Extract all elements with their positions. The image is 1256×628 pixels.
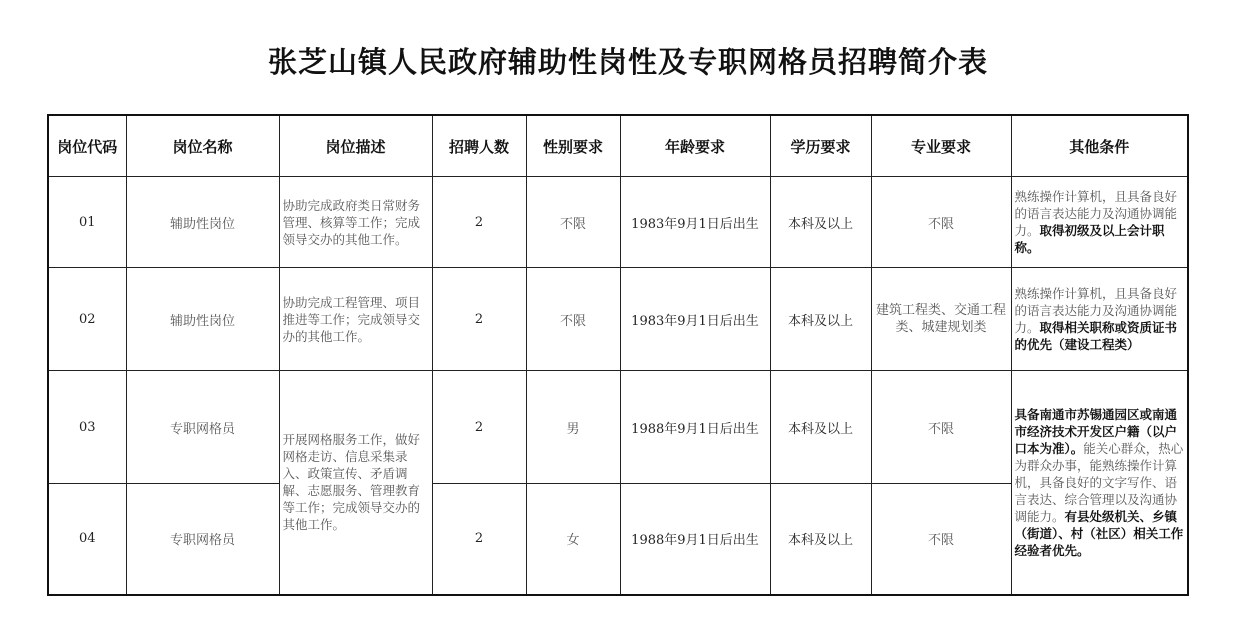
major-cell: 不限 <box>871 371 1011 484</box>
header-cell: 其他条件 <box>1011 115 1188 177</box>
name-cell: 辅助性岗位 <box>126 268 279 371</box>
major-cell: 不限 <box>871 177 1011 268</box>
gender-cell: 女 <box>526 484 620 595</box>
other-text: 能关心群众，热心为群众办事，能熟练操作计算机，具备良好的文字写作、语言表达、综合管理以及沟通协调能力。 <box>1014 440 1184 524</box>
edu-cell: 本科及以上 <box>770 268 871 371</box>
code-cell: 03 <box>48 371 126 484</box>
major-cell: 不限 <box>871 484 1011 595</box>
header-cell: 专业要求 <box>871 115 1011 177</box>
name-cell: 专职网格员 <box>126 484 279 595</box>
desc-cell: 开展网格服务工作，做好网格走访、信息采集录入、政策宣传、矛盾调解、志愿服务、管理教育等工作；完成领导交办的其他工作。 <box>279 371 432 595</box>
page-title: 张芝山镇人民政府辅助性岗性及专职网格员招聘简介表 <box>267 45 988 79</box>
desc-cell: 协助完成工程管理、项目推进等工作；完成领导交办的其他工作。 <box>279 268 432 371</box>
header-cell: 岗位描述 <box>279 115 432 177</box>
other-text: 熟练操作计算机，且具备良好的语言表达能力及沟通协调能力。 <box>1014 286 1178 335</box>
header-cell: 性别要求 <box>526 115 620 177</box>
other-cell <box>1011 177 1188 268</box>
count-cell: 2 <box>432 177 526 268</box>
major-cell: 建筑工程类、交通工程类、城建规划类 <box>871 268 1011 371</box>
edu-cell: 本科及以上 <box>770 371 871 484</box>
name-cell: 专职网格员 <box>126 371 279 484</box>
edu-cell: 本科及以上 <box>770 484 871 595</box>
other-text: 熟练操作计算机，且具备良好的语言表达能力及沟通协调能力。 <box>1014 189 1178 238</box>
other-bold-text: 取得相关职称或资质证书的优先（建设工程类） <box>1014 320 1178 352</box>
header-cell: 岗位代码 <box>48 115 126 177</box>
code-cell: 04 <box>48 484 126 595</box>
desc-cell: 协助完成政府类日常财务管理、核算等工作；完成领导交办的其他工作。 <box>279 177 432 268</box>
gender-cell: 不限 <box>526 177 620 268</box>
header-cell: 年龄要求 <box>620 115 770 177</box>
age-cell: 1988年9月1日后出生 <box>620 484 770 595</box>
table-row <box>48 371 1188 484</box>
edu-cell: 本科及以上 <box>770 177 871 268</box>
other-bold-text: 具备南通市苏锡通园区或南通市经济技术开发区户籍（以户口本为准）。 <box>1014 406 1178 456</box>
code-cell: 02 <box>48 268 126 371</box>
other-cell <box>1011 371 1188 595</box>
header-cell: 岗位名称 <box>126 115 279 177</box>
gender-cell: 不限 <box>526 268 620 371</box>
count-cell: 2 <box>432 484 526 595</box>
table-header-row <box>48 115 1188 177</box>
table-row <box>48 177 1188 268</box>
other-bold-text: 有县处级机关、乡镇（街道）、村（社区）相关工作经验者优先。 <box>1014 508 1184 558</box>
header-cell: 招聘人数 <box>432 115 526 177</box>
header-cell: 学历要求 <box>770 115 871 177</box>
age-cell: 1983年9月1日后出生 <box>620 177 770 268</box>
other-cell <box>1011 268 1188 371</box>
count-cell: 2 <box>432 371 526 484</box>
count-cell: 2 <box>432 268 526 371</box>
gender-cell: 男 <box>526 371 620 484</box>
name-cell: 辅助性岗位 <box>126 177 279 268</box>
recruitment-table <box>47 114 1189 596</box>
age-cell: 1988年9月1日后出生 <box>620 371 770 484</box>
table-row <box>48 268 1188 371</box>
code-cell: 01 <box>48 177 126 268</box>
other-bold-text: 取得初级及以上会计职称。 <box>1014 223 1165 255</box>
age-cell: 1983年9月1日后出生 <box>620 268 770 371</box>
